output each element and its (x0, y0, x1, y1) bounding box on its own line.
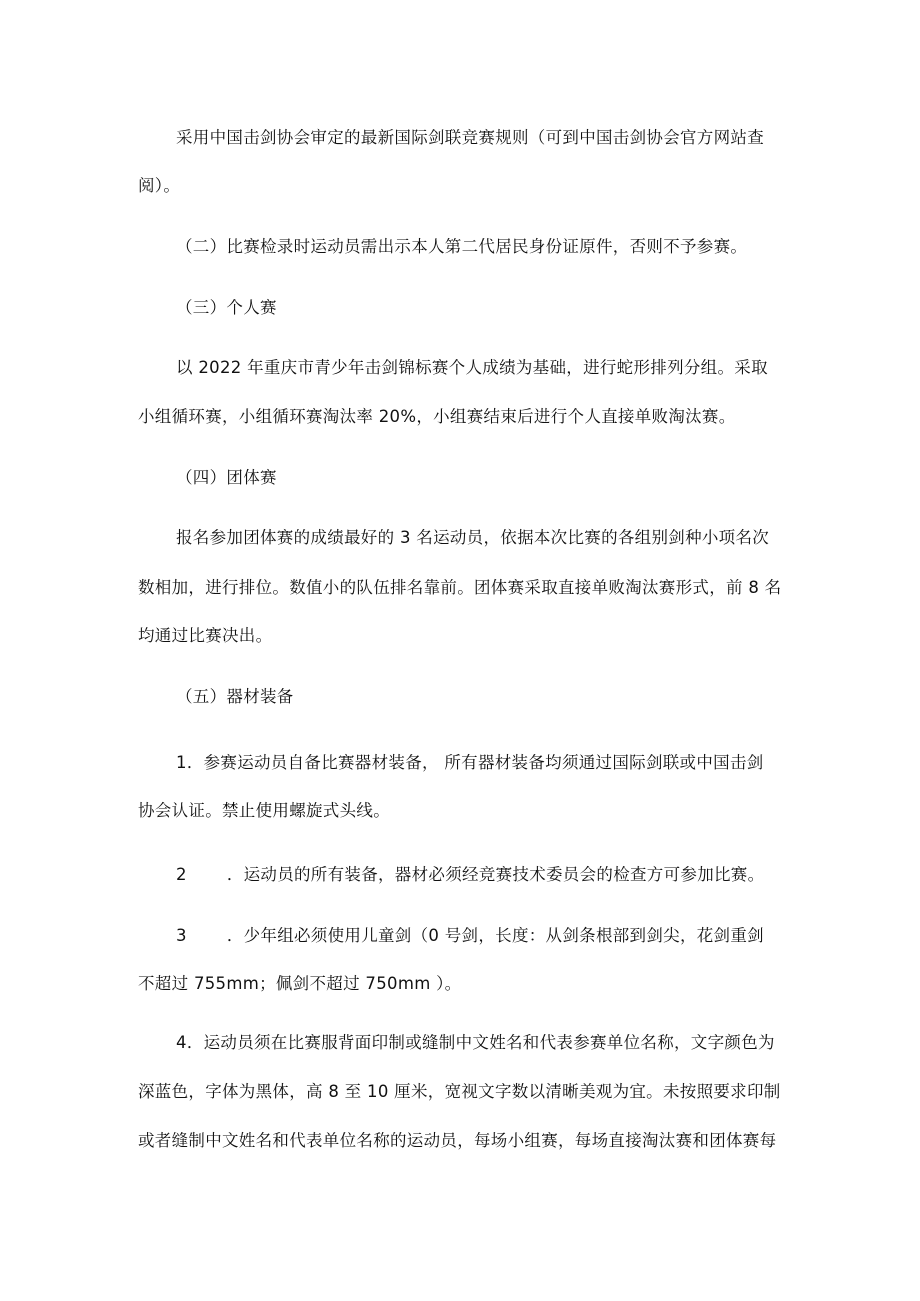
section-3-heading: （三）个人赛 (176, 298, 277, 317)
equipment-item-4-line-1 (176, 1032, 775, 1054)
equipment-item-1-text: ．参赛运动员自备比赛器材装备， 所有器材装备均须通过国际剑联或中国击剑 (186, 753, 764, 772)
equipment-item-2-text: ．运动员的所有装备，器材必须经竞赛技术委员会的检查方可参加比赛。 (226, 865, 765, 884)
rules-intro-line-2: 阅）。 (138, 176, 181, 195)
equipment-item-2-line-1 (176, 864, 764, 886)
equipment-item-4-line-2: 深蓝色，字体为黑体，高 8 至 10 厘米，宽视文字数以清晰美观为宜。未按照要求印制 (138, 1082, 781, 1101)
equipment-item-1-number: 1 (176, 753, 187, 772)
equipment-item-3-number: 3 (176, 926, 187, 945)
equipment-item-4-number: 4 (176, 1033, 187, 1052)
section-3-line-2: 小组循环赛，小组循环赛淘汰率 20%，小组赛结束后进行个人直接单败淘汰赛。 (138, 407, 736, 426)
section-4-heading: （四）团体赛 (176, 468, 277, 487)
section-2-paragraph: （二）比赛检录时运动员需出示本人第二代居民身份证原件，否则不予参赛。 (176, 237, 748, 256)
section-4-line-1: 报名参加团体赛的成绩最好的 3 名运动员，依据本次比赛的各组别剑种小项名次 (176, 528, 770, 547)
equipment-item-3-text: ．少年组必须使用儿童剑（0 号剑，长度：从剑条根部到剑尖，花剑重剑 (226, 926, 764, 945)
rules-intro-line-1: 采用中国击剑协会审定的最新国际剑联竞赛规则（可到中国击剑协会官方网站查 (176, 128, 764, 147)
section-3-line-1: 以 2022 年重庆市青少年击剑锦标赛个人成绩为基础，进行蛇形排列分组。采取 (176, 358, 768, 377)
equipment-item-4-text: ．运动员须在比赛服背面印制或缝制中文姓名和代表参赛单位名称，文字颜色为 (186, 1033, 775, 1052)
equipment-item-4-line-3: 或者缝制中文姓名和代表单位名称的运动员，每场小组赛，每场直接淘汰赛和团体赛每 (138, 1131, 777, 1150)
equipment-item-3-line-1 (176, 925, 764, 947)
section-4-line-3: 均通过比赛决出。 (138, 626, 273, 645)
section-4-line-2: 数相加，进行排位。数值小的队伍排名靠前。团体赛采取直接单败淘汰赛形式，前 8 名 (138, 578, 782, 597)
equipment-item-1-line-2: 协会认证。禁止使用螺旋式头线。 (138, 801, 390, 820)
equipment-item-3-line-2: 不超过 755mm；佩剑不超过 750mm ）。 (138, 974, 462, 993)
section-5-heading: （五）器材装备 (176, 687, 294, 706)
equipment-item-1-line-1 (176, 752, 764, 774)
equipment-item-2-number: 2 (176, 865, 187, 884)
